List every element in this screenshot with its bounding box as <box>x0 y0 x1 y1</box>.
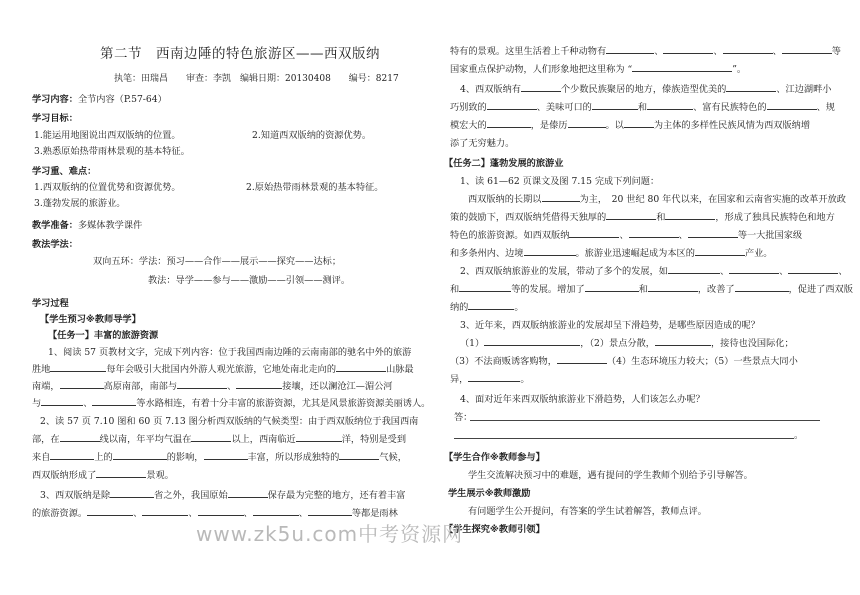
blank[interactable] <box>87 506 133 516</box>
q3-line-a: 3、西双版纳是除 省之外，我国原始 保存最为完整的地方，还有着丰富 <box>40 490 406 501</box>
r-line-2: 国家重点保护动物，人们形象地把这里称为 “ ”。 <box>450 64 747 75</box>
q1-line-c: 南端， 高原南部，南部与 、 接壤，还以澜沧江—湄公河 <box>32 381 393 392</box>
method-line-1: 双向五环：学法：预习——合作——展示——探究——达标； <box>93 256 342 267</box>
blank[interactable] <box>177 379 227 389</box>
t-line-11: （3）不法商贩诱客购物， （4）生态环境压力较大；（5）一些景点大同小 <box>450 356 798 367</box>
goal-2: 2.知道西双版纳的资源优势。 <box>252 130 372 141</box>
sep: 、 <box>133 508 143 519</box>
q2-line-d: 西双版纳形成了 景观。 <box>32 470 174 481</box>
answer-label: 答： <box>454 412 473 423</box>
task-2-heading: 【任务二】蓬勃发展的旅游业 <box>444 158 564 169</box>
blank[interactable] <box>96 468 146 478</box>
content-text: 全节内容（P.57-64） <box>77 94 167 105</box>
blank[interactable] <box>767 100 817 110</box>
t-line-1: 1、读 61—62 页课文及图 7.15 完成下列问题： <box>460 176 660 187</box>
blank[interactable] <box>606 210 656 220</box>
blank[interactable] <box>142 506 188 516</box>
blank[interactable] <box>336 362 386 372</box>
t-line-3: 策的鼓励下，西双版纳凭借得天独厚的 和 ，形成了独具民族特色和地方 <box>450 212 835 223</box>
blank[interactable] <box>729 264 779 274</box>
q3-line-b: 的旅游资源。 、 、 、 、 等都是雨林 <box>32 508 398 519</box>
blank[interactable] <box>92 396 136 406</box>
blank[interactable] <box>487 100 537 110</box>
r-line-4: 巧别致的 、美味可口的 和 、富有民族特色的 、规 <box>450 102 835 113</box>
blank[interactable] <box>484 336 580 346</box>
blank[interactable] <box>606 44 654 54</box>
key-3: 3.蓬勃发展的旅游业。 <box>34 198 126 209</box>
t-line-9: 3、近年来，西双版纳旅游业的发展却呈下滑趋势，是哪些原因造成的呢？ <box>460 320 760 331</box>
blank[interactable] <box>782 44 832 54</box>
blank[interactable] <box>60 379 104 389</box>
section-explore: 【学生探究※教师引领】 <box>444 524 545 535</box>
section-display: 学生展示※教师激励 <box>448 488 531 499</box>
key-1: 1.西双版纳的位置优势和资源优势。 <box>34 182 181 193</box>
t-line-10: （1） ，（2）景点分散， ，接待也没国际化； <box>460 338 794 349</box>
blank[interactable] <box>542 192 580 202</box>
blank[interactable] <box>585 282 639 292</box>
t-line-12: 异， 。 <box>450 374 530 385</box>
blank[interactable] <box>339 450 379 460</box>
r-line-6: 添了无穷魅力。 <box>450 138 515 149</box>
t-line-2: 西双版纳的长期以 为主， 20 世纪 80 年代以来，在国家和云南省实施的改革开放政 <box>468 194 846 205</box>
r-line-5: 模宏大的 ，是傣历 。以 为主体的多样性民族风情为西双版纳增 <box>450 120 811 131</box>
goal-1: 1.能运用地图说出西双版纳的位置。 <box>34 130 181 141</box>
blank[interactable] <box>592 100 638 110</box>
q1-line-b: 胜地 每年会吸引大批国内外游人观光旅游，它地处南北走向的 山脉最 <box>32 364 414 375</box>
t-line-13: 4、面对近年来西双版纳旅游业下滑趋势，人们该怎么办呢？ <box>460 394 705 405</box>
blank[interactable] <box>228 488 268 498</box>
blank[interactable] <box>668 264 720 274</box>
blank[interactable] <box>296 432 342 442</box>
blank[interactable] <box>788 264 838 274</box>
blank[interactable] <box>236 379 282 389</box>
key-2: 2.原始热带雨林景观的基本特征。 <box>246 182 384 193</box>
blank[interactable] <box>204 450 248 460</box>
blank[interactable] <box>665 210 715 220</box>
t-line-6: 2、西双版纳旅游业的发展，带动了多个的发展，如 、 、 、 <box>460 266 848 277</box>
blank[interactable] <box>50 362 106 372</box>
blank[interactable] <box>198 506 244 516</box>
blank[interactable] <box>50 450 94 460</box>
prep-label: 教学准备： <box>32 220 78 231</box>
blank[interactable] <box>568 118 606 128</box>
t-line-8: 纳的 。 <box>450 302 524 313</box>
watermark: www.zk5u.com中考资源网 <box>196 522 464 546</box>
content-label: 学习内容： <box>32 94 78 105</box>
blank[interactable] <box>253 506 299 516</box>
blank[interactable] <box>191 432 231 442</box>
cooperate-text: 学生交流解决预习中的难题，遇有提问的学生教师个别给予引导解答。 <box>468 470 753 481</box>
blank[interactable] <box>468 300 514 310</box>
q1-line-a: 1、阅读 57 页教材文字，完成下列内容：位于我国西南边陲的云南南部的驰名中外的旅游 <box>48 347 412 358</box>
page-title: 第二节 西南边陲的特色旅游区——西双版纳 <box>100 46 380 62</box>
goal-3: 3.熟悉原始热带雨林景观的基本特征。 <box>34 146 190 157</box>
goals-label: 学习目标： <box>32 113 78 124</box>
answer-line-1[interactable] <box>470 420 820 421</box>
prep-text: 多媒体教学课件 <box>77 220 143 231</box>
q2-line-b: 部，在 线以南，年平均气温在 以上，西南临近 洋，特别是受到 <box>32 434 407 445</box>
blank[interactable] <box>487 118 531 128</box>
method-line-2: 教法：导学——参与——激励——引领——测评。 <box>148 275 351 286</box>
t-line-5: 和多条州内、边境 。旅游业迅速崛起成为本区的 产业。 <box>450 248 773 259</box>
t-line-4: 特色的旅游资源。如西双版纳 、 、 等一大批国家级 <box>450 230 803 241</box>
blank[interactable] <box>624 118 654 128</box>
author-meta: 执笔：田瑞昌 审查：李凯 编辑日期：20130408 编号：8217 <box>114 74 399 84</box>
blank[interactable] <box>60 432 100 442</box>
blank[interactable] <box>695 246 745 256</box>
blank[interactable] <box>648 282 698 292</box>
task-1-heading: 【任务一】丰富的旅游资源 <box>48 330 159 341</box>
blank[interactable] <box>459 282 511 292</box>
blank[interactable] <box>655 336 711 346</box>
blank[interactable] <box>524 246 576 256</box>
blank[interactable] <box>110 488 154 498</box>
section-cooperate: 【学生合作※教师参与】 <box>444 452 545 463</box>
section-preview: 【学生预习※教师导学】 <box>40 314 141 325</box>
t-line-7: 和 等的发展。增加了 和 ，改善了 ，促进了西双版 <box>450 284 853 295</box>
q2-line-c: 来自 上的 的影响， 丰富，所以形成独特的 气候， <box>32 452 407 463</box>
display-text: 有问题学生公开提问，有答案的学生试着解答，教师点评。 <box>468 506 707 517</box>
blank[interactable] <box>632 62 732 72</box>
blank[interactable] <box>629 228 679 238</box>
process-label: 学习过程 <box>32 298 69 309</box>
q1-line-d: 与 、 等水路相连，有着十分丰富的旅游资源，尤其是风景旅游资源美丽诱人。 <box>32 398 431 409</box>
blank[interactable] <box>569 228 619 238</box>
key-label: 学习重、难点： <box>32 166 97 177</box>
blank[interactable] <box>647 100 693 110</box>
answer-line-2[interactable] <box>454 438 794 439</box>
blank[interactable] <box>468 372 520 382</box>
answer-end: 。 <box>794 430 804 441</box>
r-line-1: 特有的景观。这里生活着上千种动物有 、 、 、 等 <box>450 46 841 57</box>
blank[interactable] <box>726 82 776 92</box>
blank[interactable] <box>735 282 789 292</box>
blank[interactable] <box>723 44 773 54</box>
blank[interactable] <box>308 506 352 516</box>
blank[interactable] <box>41 396 83 406</box>
method-label: 教法学法： <box>32 239 78 250</box>
blank[interactable] <box>557 354 607 364</box>
q2-line-a: 2、读 57 页 7.10 图和 60 页 7.13 图分析西双版纳的气候类型：由于西双版纳位于我国西南 <box>40 416 419 427</box>
blank[interactable] <box>688 228 738 238</box>
blank[interactable] <box>113 450 167 460</box>
blank[interactable] <box>521 82 561 92</box>
r-line-3: 4、西双版纳有 个少数民族聚居的地方，傣族造型优美的 、江边湖畔小 <box>460 84 832 95</box>
blank[interactable] <box>663 44 713 54</box>
